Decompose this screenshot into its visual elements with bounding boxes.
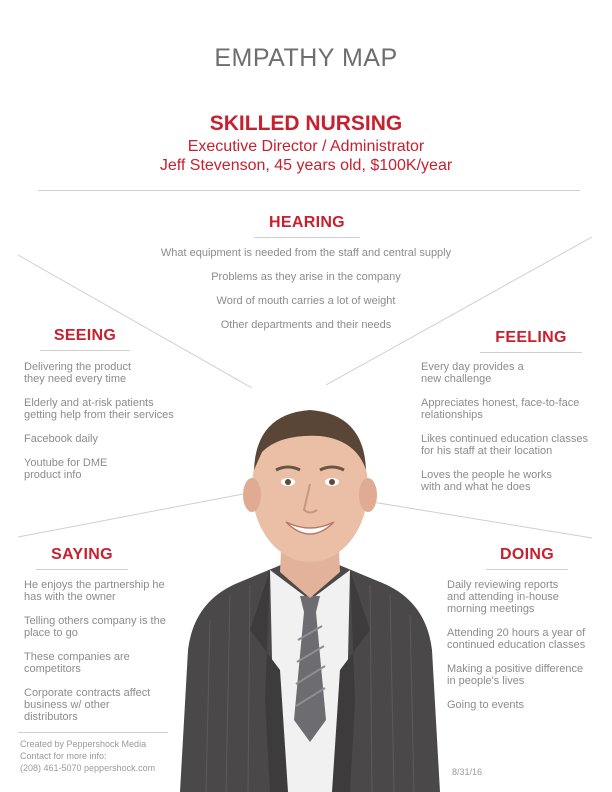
persona-segment: SKILLED NURSING (209, 112, 403, 135)
saying-list (24, 579, 184, 735)
hearing-section (254, 214, 360, 238)
footer-date: 8/31/16 (452, 767, 483, 777)
header-divider (38, 190, 580, 191)
hearing-item: What equipment is needed from the staff and central supply (160, 247, 452, 259)
doing-section (486, 546, 568, 570)
hearing-heading: HEARING (254, 214, 360, 238)
feeling-item: Likes continued education classes for his staff at their location (421, 433, 588, 457)
seeing-item: Youtube for DME product info (24, 457, 108, 481)
seeing-item: Delivering the product they need every time (24, 361, 132, 385)
persona-details: Jeff Stevenson, 45 years old, $100K/year (159, 157, 453, 174)
doing-item: Making a positive difference in people's lives (447, 663, 584, 687)
saying-section (36, 546, 128, 570)
persona-role: Executive Director / Administrator (187, 138, 425, 155)
saying-heading: SAYING (36, 546, 128, 570)
saying-item: He enjoys the partnership he has with the owner (24, 579, 165, 603)
hearing-item: Word of mouth carries a lot of weight (216, 295, 396, 307)
feeling-section (480, 329, 582, 353)
feeling-item: Every day provides a new challenge (421, 361, 524, 385)
seeing-item: Facebook daily (24, 433, 98, 445)
feeling-item: Appreciates honest, face-to-face relationships (421, 397, 580, 421)
seeing-section (40, 327, 130, 351)
doing-heading: DOING (486, 546, 568, 570)
doing-list (447, 579, 607, 723)
feeling-item: Loves the people he works with and what he does (421, 469, 552, 493)
footer-credits (20, 738, 190, 774)
saying-item: Telling others company is the place to go (24, 615, 166, 639)
doing-item: Attending 20 hours a year of continued education classes (447, 627, 586, 651)
page-title: EMPATHY MAP (214, 44, 398, 72)
feeling-heading: FEELING (480, 329, 582, 353)
footer-created-by: Created by Peppershock Media (20, 739, 147, 749)
seeing-heading: SEEING (40, 327, 130, 351)
footer-contact-label: Contact for more info: (20, 751, 107, 761)
footer-contact-info: (208) 461-5070 peppershock.com (20, 763, 156, 773)
persona-portrait (170, 400, 450, 792)
seeing-item: Elderly and at-risk patients getting help from their services (24, 397, 174, 421)
saying-item: Corporate contracts affect business w/ other distributors (24, 687, 151, 723)
hearing-item: Problems as they arise in the company (211, 271, 401, 283)
doing-item: Going to events (447, 699, 525, 711)
doing-item: Daily reviewing reports and attending in-house morning meetings (447, 579, 559, 615)
footer-divider (18, 732, 168, 733)
hearing-item: Other departments and their needs (220, 319, 392, 331)
saying-item: These companies are competitors (24, 651, 130, 675)
